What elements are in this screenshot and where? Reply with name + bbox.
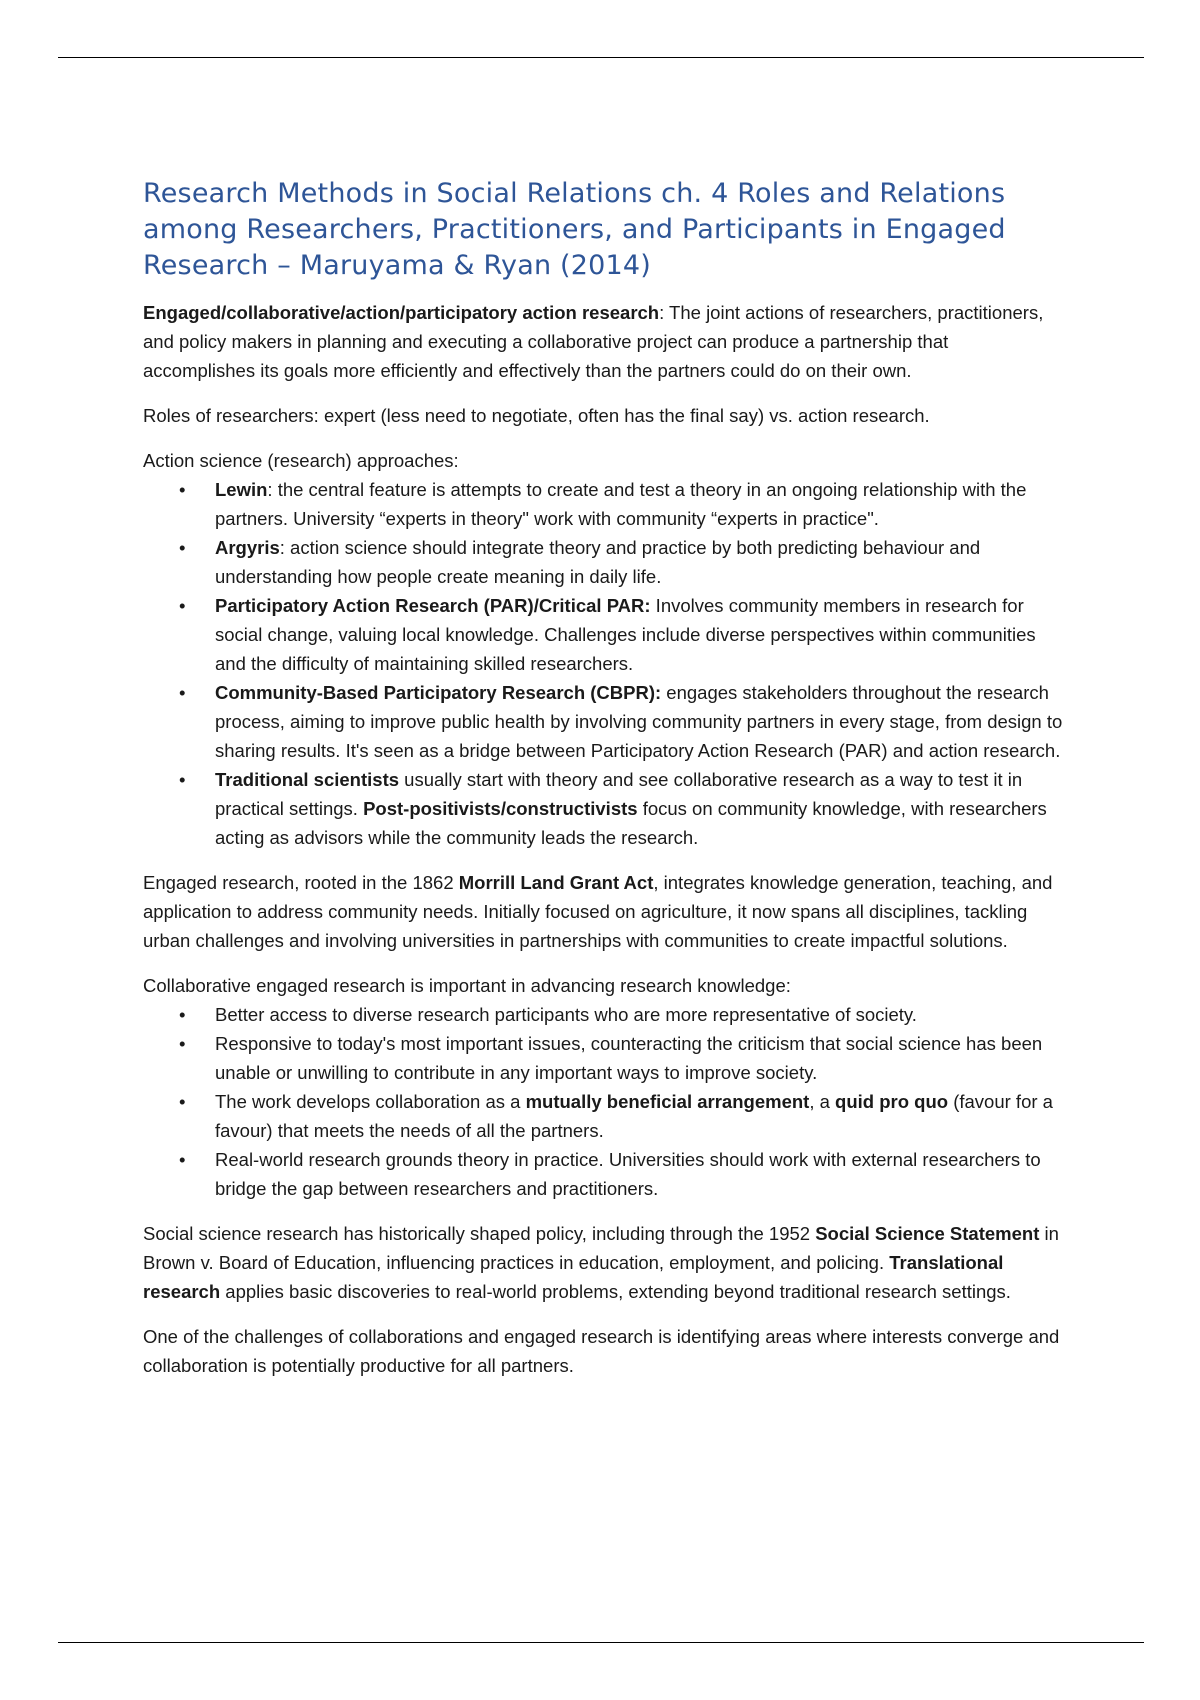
footer-rule — [58, 1642, 1144, 1643]
bullet-icon: • — [179, 1091, 186, 1112]
bullet-icon: • — [179, 479, 186, 500]
document-title: Research Methods in Social Relations ch. 4 Roles and Relations among Researchers, Practitioners, and Participants in Engaged Research – Maruyama & Ryan (2014) — [143, 178, 1006, 281]
list-item-access: • Better access to diverse research participants who are more representative of society. — [215, 1000, 1063, 1029]
list-item-lewin: • Lewin: the central feature is attempts to create and test a theory in an ongoing relationship with the partners. University “experts in theory" work with community “experts in practice". — [215, 475, 1063, 533]
approaches-list — [143, 475, 1063, 852]
paragraph-policy: Social science research has historically shaped policy, including through the 1952 Social Science Statement in Brown v. Board of Education, influencing practices in education, employment, and policing. Translational research applies basic discoveries to real-world problems, extending beyond traditional research settings. — [143, 1223, 1059, 1302]
bullet-icon: • — [179, 1004, 186, 1025]
term-engaged-research: Engaged/collaborative/action/participatory action research — [143, 302, 660, 323]
bullet-icon: • — [179, 537, 186, 558]
list-item-collaboration: • The work develops collaboration as a mutually beneficial arrangement, a quid pro quo (favour for a favour) that meets the needs of all the partners. — [215, 1087, 1063, 1145]
list-item-argyris: • Argyris: action science should integrate theory and practice by both predicting behaviour and understanding how people create meaning in daily life. — [215, 533, 1063, 591]
bullet-icon: • — [179, 1033, 186, 1054]
bullet-icon: • — [179, 595, 186, 616]
list-item-cbpr: • Community-Based Participatory Research (CBPR): engages stakeholders throughout the research process, aiming to improve public health by involving community partners in every stage, from design to sharing results. It's seen as a bridge between Participatory Action Research (PAR) and action research. — [215, 678, 1063, 765]
paragraph-definition: Engaged/collaborative/action/participatory action research: The joint actions of researchers, practitioners, and policy makers in planning and executing a collaborative project can produce a partnership that accomplishes its goals more efficiently and effectively than the partners could do on their own. — [143, 302, 1044, 381]
bullet-icon: • — [179, 1149, 186, 1170]
list-item-traditional-scientists: • Traditional scientists usually start with theory and see collaborative research as a way to test it in practical settings. Post-positivists/constructivists focus on community knowledge, with researchers acting as advisors while the community leads the research. — [215, 765, 1063, 852]
bullet-icon: • — [179, 682, 186, 703]
paragraph-roles: Roles of researchers: expert (less need to negotiate, often has the final say) vs. action research. — [143, 405, 930, 426]
list-item-par: • Participatory Action Research (PAR)/Critical PAR: Involves community members in research for social change, valuing local knowledge. Challenges include diverse perspectives within communities and the difficulty of maintaining skilled researchers. — [215, 591, 1063, 678]
paragraph-approaches-intro: Action science (research) approaches: — [143, 450, 459, 471]
document-body — [143, 176, 1063, 1396]
header-rule — [58, 57, 1144, 58]
bullet-icon: • — [179, 769, 186, 790]
list-item-real-world: • Real-world research grounds theory in practice. Universities should work with external researchers to bridge the gap between researchers and practitioners. — [215, 1145, 1063, 1203]
list-item-responsive: • Responsive to today's most important issues, counteracting the criticism that social science has been unable or unwilling to contribute in any important ways to improve society. — [215, 1029, 1063, 1087]
paragraph-morrill: Engaged research, rooted in the 1862 Morrill Land Grant Act, integrates knowledge generation, teaching, and application to address community needs. Initially focused on agriculture, it now spans all disciplines, tackling urban challenges and involving universities in partnerships with communities to create impactful solutions. — [143, 872, 1053, 951]
paragraph-benefits-intro: Collaborative engaged research is important in advancing research knowledge: — [143, 975, 791, 996]
paragraph-challenges: One of the challenges of collaborations and engaged research is identifying areas where interests converge and collaboration is potentially productive for all partners. — [143, 1326, 1060, 1376]
benefits-list — [143, 1000, 1063, 1203]
